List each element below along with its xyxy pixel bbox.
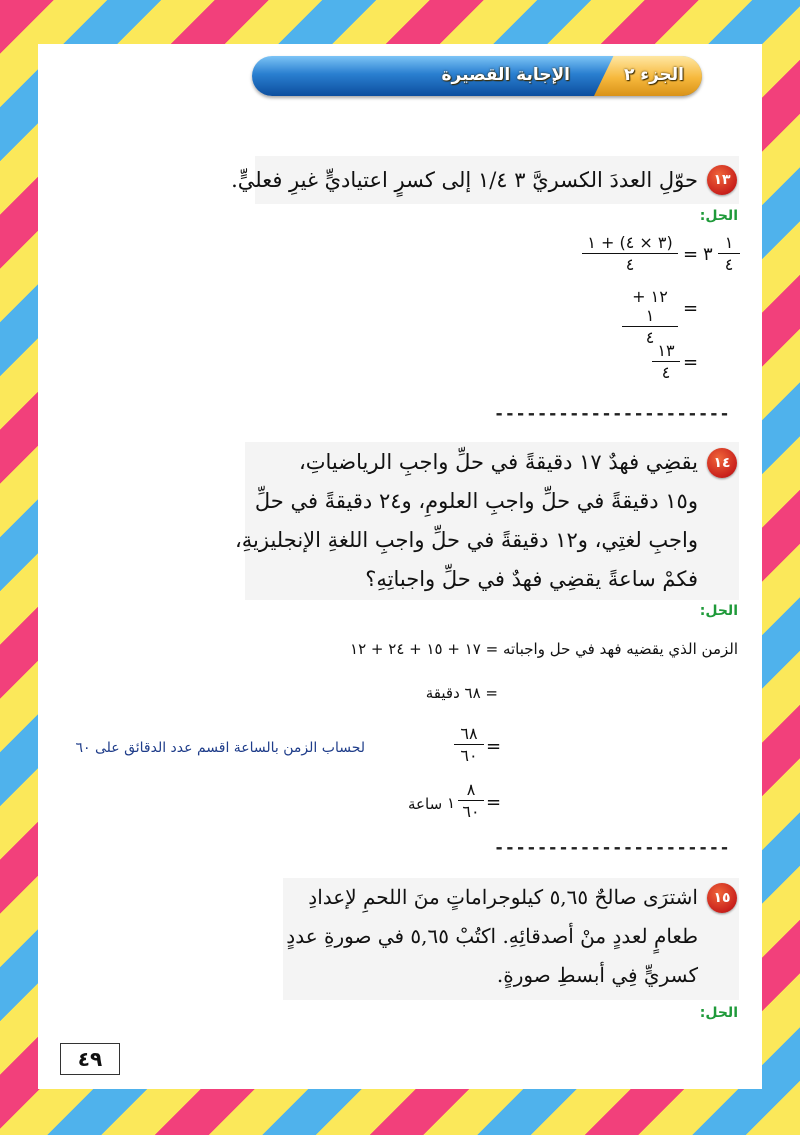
q14-hint-note: لحساب الزمن بالساعة اقسم عدد الدقائق على ٦٠ bbox=[75, 740, 365, 756]
q13-mixed-fraction: ١ ٤ bbox=[718, 233, 740, 274]
question-15-line-2: طعامٍ لعددٍ منْ أصدقائِهِ. اكتُبْ ٥,٦٥ في صورةِ عددٍ bbox=[286, 924, 698, 948]
question-13-text: حوّلِ العددَ الكسريَّ ٣ ١/٤ إلى كسرٍ اعتياديٍّ غيرِ فعليٍّ. bbox=[231, 168, 698, 192]
separator-2: ---------------------- bbox=[494, 838, 731, 858]
section-title: الإجابة القصيرة bbox=[441, 65, 570, 85]
page-number: ٤٩ bbox=[60, 1043, 120, 1075]
q13-step2-fraction: ١٢ + ١ ٤ bbox=[622, 287, 678, 347]
section-header-bar bbox=[252, 56, 702, 96]
part-label: الجزء ٢ bbox=[623, 65, 684, 85]
q13-equals-2: = bbox=[683, 298, 699, 319]
q13-step3-fraction: ١٣ ٤ bbox=[652, 341, 680, 382]
question-14-line-4: فكمْ ساعةً يقضِي فهدٌ في حلِّ واجباتِهِ؟ bbox=[365, 567, 698, 591]
question-14-line-2: و١٥ دقيقةً في حلِّ واجبِ العلومِ، و٢٤ دقيقةً في حلِّ bbox=[254, 489, 698, 513]
question-15-line-3: كسريٍّ فِي أبسطِ صورةٍ. bbox=[496, 963, 698, 987]
question-13-solution-label: الحل: bbox=[699, 208, 738, 224]
q13-step1-fraction: (٣ × ٤) + ١ ٤ bbox=[582, 233, 678, 274]
q14-step4-unit: ساعة bbox=[408, 795, 443, 813]
q13-equals-1: = bbox=[683, 244, 699, 265]
question-14-line-3: واجبِ لغتِي، و١٢ دقيقةً في حلِّ واجبِ اللغةِ الإنجليزيةِ، bbox=[235, 528, 698, 552]
question-15-line-1: اشترَى صالحٌ ٥,٦٥ كيلوجراماتٍ منَ اللحمِ لإعدادِ bbox=[308, 885, 698, 909]
q13-mixed-whole: ٣ bbox=[703, 244, 713, 265]
question-13-number: ١٣ bbox=[707, 165, 737, 195]
question-14-line-1: يقضِي فهدٌ ١٧ دقيقةً في حلِّ واجبِ الرياضياتِ، bbox=[298, 450, 698, 474]
question-15-number: ١٥ bbox=[707, 883, 737, 913]
q14-equals-4: = bbox=[486, 792, 502, 813]
q14-step4-whole: ١ bbox=[447, 794, 456, 812]
q14-step1: الزمن الذي يقضيه فهد في حل واجباته = ١٧ + ١٥ + ٢٤ + ١٢ bbox=[350, 640, 738, 658]
question-15-solution-label: الحل: bbox=[699, 1005, 738, 1021]
q13-equals-3: = bbox=[683, 352, 699, 373]
separator-1: ---------------------- bbox=[494, 404, 731, 424]
q14-step2: = ٦٨ دقيقة bbox=[425, 684, 498, 702]
question-14-number: ١٤ bbox=[707, 448, 737, 478]
q14-step3-fraction: ٦٨ ٦٠ bbox=[454, 724, 484, 765]
q14-step4-fraction: ٨ ٦٠ bbox=[458, 780, 484, 821]
q14-equals-3: = bbox=[486, 736, 502, 757]
question-14-solution-label: الحل: bbox=[699, 603, 738, 619]
